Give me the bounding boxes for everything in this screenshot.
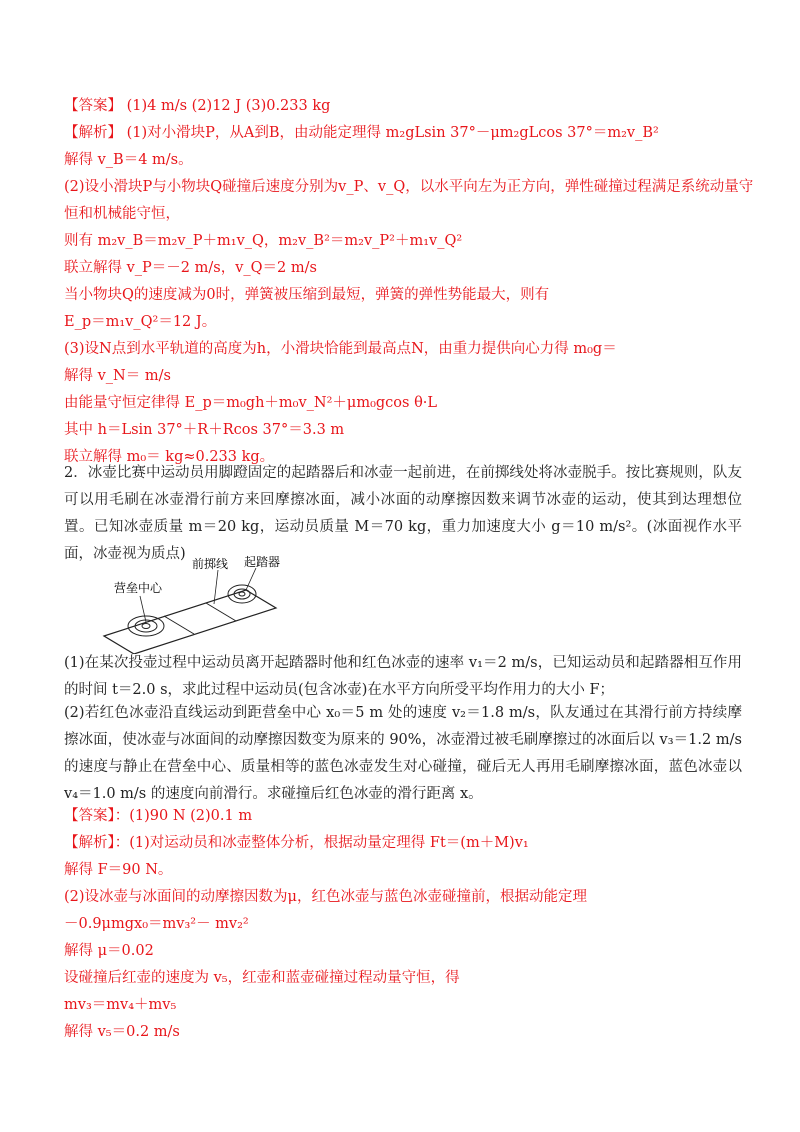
solution-line-a1: 【答案】：(1)90 N (2)0.1 m [64,808,253,824]
problem2-question-2: (2)若红色冰壶沿直线运动到距营垒中心 x₀＝5 m 处的速度 v₂＝1.8 m/s，队友通过在其滑行前方持续摩擦冰面，使冰壶与冰面间的动摩擦因数变为原来的 90%，冰壶滑过被毛刷摩擦过的冰面后以 v₃＝1.2 m/s 的速度与静止在营垒中心、质量相等的蓝色冰壶发生对心碰撞，碰后无人再用毛刷摩擦冰面，蓝色冰壶以 v₄＝1.0 m/s 的速度向前滑行。求碰撞后红色冰壶的滑行距离 x。 [64,705,742,802]
curling-figure [96,554,286,654]
solution-line-l3: 解得 v_B＝4 m/s。 [64,152,193,168]
solution-line-a8: mv₃＝mv₄＋mv₅ [64,997,177,1013]
solution-line-a9: 解得 v₅＝0.2 m/s [64,1024,180,1040]
solution-line-l5: 恒和机械能守恒， [64,206,180,222]
solution-line-l4: (2)设小滑块P与小物块Q碰撞后速度分别为v_P、v_Q，以水平向左为正方向，弹性碰撞过程满足系统动量守 [64,179,754,195]
solution-line-l2: 【解析】 (1)对小滑块P，从A到B，由动能定理得 m₂gLsin 37°－μm₂gLcos 37°＝m₂v_B² [64,125,659,141]
solution-line-a6: 解得 μ＝0.02 [64,943,154,959]
solution-line-l1: 【答案】 (1)4 m/s (2)12 J (3)0.233 kg [64,98,331,114]
solution-line-l11: 解得 v_N＝ m/s [64,368,171,384]
problem2-question-1: (1)在某次投壶过程中运动员离开起踏器时他和红色冰壶的速率 v₁＝2 m/s，已知运动员和起踏器相互作用的时间 t＝2.0 s，求此过程中运动员(包含冰壶)在水平方向所受平均作用力的大小 F； [64,655,742,698]
problem2-intro: 2．冰壶比赛中运动员用脚蹬固定的起踏器后和冰壶一起前进，在前掷线处将冰壶脱手。按比赛规则，队友可以用毛刷在冰壶滑行前方来回摩擦冰面，减小冰面的动摩擦因数来调节冰壶的运动，使其到达理想位置。已知冰壶质量 m＝20 kg，运动员质量 M＝70 kg，重力加速度大小 g＝10 m/s²。(冰面视作水平面，冰壶视为质点) [64,465,742,562]
curling-sheet-diagram [96,554,286,654]
solution-line-a3: 解得 F＝90 N。 [64,862,173,878]
solution-line-l14: 联立解得 m₀＝ kg≈0.233 kg。 [64,449,275,465]
label-center: 营垒中心 [114,581,163,595]
solution-line-a2: 【解析】：(1)对运动员和冰壶整体分析，根据动量定理得 Ft＝(m＋M)v₁ [64,835,529,851]
solution-line-l10: (3)设N点到水平轨道的高度为h，小滑块恰能到最高点N，由重力提供向心力得 m₀g＝ [64,341,617,357]
solution-line-l8: 当小物块Q的速度减为0时，弹簧被压缩到最短，弹簧的弹性势能最大，则有 [64,287,550,303]
solution-line-l7: 联立解得 v_P＝－2 m/s，v_Q＝2 m/s [64,260,317,276]
solution-line-a5: －0.9μmgx₀＝mv₃²－ mv₂² [64,916,249,932]
solution-line-a4: (2)设冰壶与冰面间的动摩擦因数为μ，红色冰壶与蓝色冰壶碰撞前，根据动能定理 [64,889,587,905]
solution-line-a7: 设碰撞后红壶的速度为 v₅，红壶和蓝壶碰撞过程动量守恒，得 [64,970,460,986]
solution-line-l13: 其中 h＝Lsin 37°＋R＋Rcos 37°＝3.3 m [64,422,345,438]
solution-line-l12: 由能量守恒定律得 E_p＝m₀gh＋m₀v_N²＋μm₀gcos θ·L [64,395,438,411]
label-front-line: 前掷线 [192,557,229,571]
label-starter: 起踏器 [244,555,281,569]
solution-line-l6: 则有 m₂v_B＝m₂v_P＋m₁v_Q，m₂v_B²＝m₂v_P²＋m₁v_Q² [64,233,463,249]
solution-line-l9: E_p＝m₁v_Q²＝12 J。 [64,314,217,330]
